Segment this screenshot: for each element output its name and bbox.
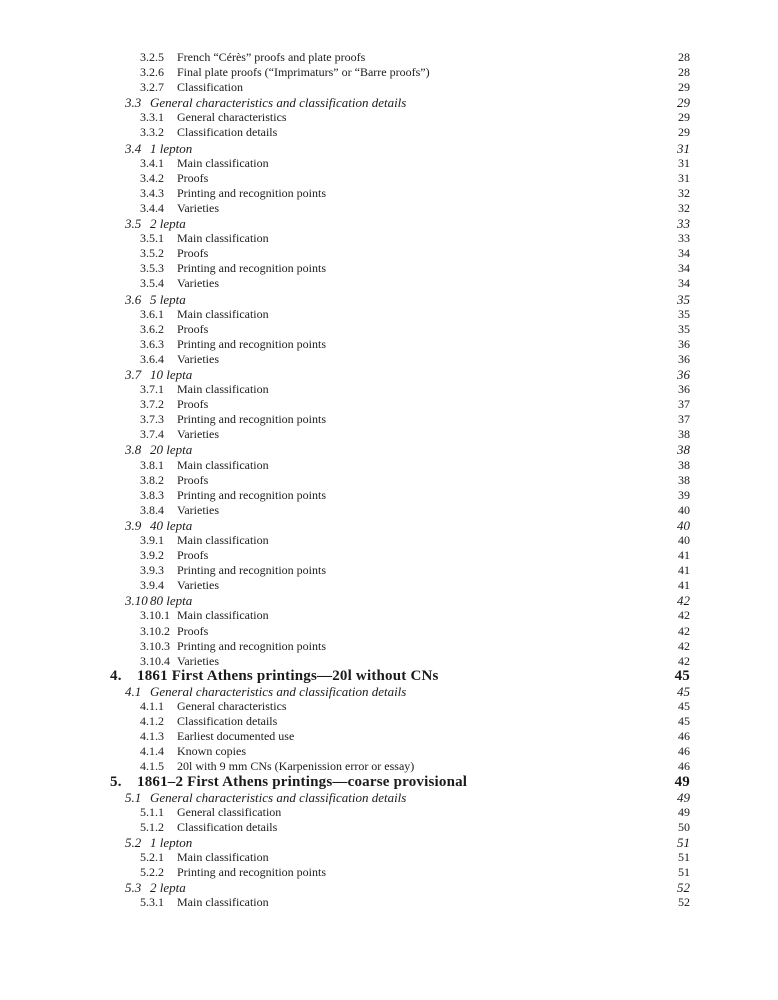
toc-entry: [110, 458, 690, 473]
toc-entry-page: 45: [674, 667, 690, 684]
toc-entry-page: 42: [678, 623, 690, 638]
toc-entry-number: 3.6.2: [140, 321, 164, 336]
toc-entry: [110, 427, 690, 442]
toc-entry-number: 5.2.2: [140, 865, 164, 880]
toc-entry-title: General characteristics and classification details: [150, 95, 407, 111]
toc-entry-page: 52: [678, 895, 690, 910]
toc-entry-number: 4.1.2: [140, 714, 164, 729]
toc-entry: [110, 563, 690, 578]
toc-entry-page: 37: [678, 412, 690, 427]
toc-entry-title: Proofs: [177, 321, 209, 336]
toc-entry-page: 36: [678, 336, 690, 351]
toc-entry: [110, 186, 690, 201]
toc-entry-title: Proofs: [177, 170, 209, 185]
toc-entry-page: 40: [677, 517, 690, 533]
toc-entry-page: 42: [678, 608, 690, 623]
toc-entry-number: 5.3: [125, 880, 142, 896]
toc-entry-title: General characteristics: [177, 699, 287, 714]
toc-entry-page: 33: [677, 216, 690, 232]
toc-entry: [110, 201, 690, 216]
toc-entry-title: Known copies: [177, 744, 246, 759]
toc-entry-title: 1 lepton: [150, 834, 193, 850]
toc-entry-title: Printing and recognition points: [177, 261, 326, 276]
toc-entry-page: 35: [678, 321, 690, 336]
toc-entry-page: 35: [677, 291, 690, 307]
toc-entry-title: Final plate proofs (“Imprimaturs” or “Barre proofs”): [177, 65, 430, 80]
toc-entry-title: Varieties: [177, 200, 219, 215]
toc-entry-page: 37: [678, 397, 690, 412]
toc-entry-title: Varieties: [177, 351, 219, 366]
toc-entry: [110, 261, 690, 276]
toc-entry: [110, 412, 690, 427]
toc-entry-page: 32: [678, 185, 690, 200]
toc-entry-number: 3.9.1: [140, 533, 164, 547]
toc-entry: [110, 850, 690, 865]
toc-entry-page: 29: [678, 125, 690, 140]
toc-entry: [110, 835, 690, 850]
toc-entry: [110, 276, 690, 291]
toc-entry: [110, 95, 690, 110]
toc-entry-number: 3.9.3: [140, 563, 164, 578]
toc-entry-title: Proofs: [177, 548, 209, 563]
toc-entry-number: 3.7.1: [140, 382, 164, 397]
toc-entry-page: 49: [674, 773, 690, 790]
toc-entry-number: 3.2.7: [140, 80, 164, 95]
toc-entry-title: Printing and recognition points: [177, 865, 326, 880]
toc-entry-page: 46: [678, 729, 690, 744]
toc-entry-number: 4.1.3: [140, 729, 164, 744]
toc-entry-title: Classification: [177, 80, 243, 95]
toc-entry-number: 3.7: [125, 366, 142, 382]
toc-entry: [110, 729, 690, 744]
toc-entry-number: 3.10.4: [140, 653, 170, 668]
toc-entry-number: 5.2: [125, 834, 142, 850]
toc-entry-number: 5.1.2: [140, 819, 164, 834]
toc-entry-page: 51: [678, 865, 690, 880]
toc-entry-title: General characteristics: [177, 110, 287, 125]
toc-entry-page: 32: [678, 200, 690, 215]
toc-entry-title: General characteristics and classification details: [150, 789, 407, 805]
toc-entry-number: 3.8: [125, 442, 142, 458]
toc-entry: [110, 518, 690, 533]
toc-entry: [110, 110, 690, 125]
toc-entry-number: 5.2.1: [140, 849, 164, 864]
toc-entry-title: French “Cérès” proofs and plate proofs: [177, 50, 366, 64]
toc-entry: [110, 714, 690, 729]
toc-entry-title: General classification: [177, 804, 282, 819]
toc-entry-number: 4.1.4: [140, 744, 164, 759]
toc-entry-page: 31: [678, 155, 690, 170]
toc-entry: [110, 624, 690, 639]
toc-entry-page: 29: [677, 95, 690, 111]
toc-entry-number: 5.1: [125, 789, 142, 805]
toc-entry-page: 33: [678, 231, 690, 246]
toc-entry-page: 36: [677, 366, 690, 382]
toc-entry-number: 3.6.1: [140, 306, 164, 321]
toc-entry-page: 40: [678, 533, 690, 547]
toc-entry-page: 45: [678, 699, 690, 714]
toc-entry-number: 3.9: [125, 517, 142, 533]
toc-entry-page: 36: [678, 351, 690, 366]
toc-entry: [110, 744, 690, 759]
toc-entry-number: 3.3: [125, 95, 142, 111]
toc-entry-title: Printing and recognition points: [177, 336, 326, 351]
toc-entry-title: Main classification: [177, 155, 269, 170]
toc-entry: [110, 775, 690, 790]
toc-entry-number: 3.8.1: [140, 457, 164, 472]
toc-entry: [110, 503, 690, 518]
toc-entry-page: 41: [678, 578, 690, 593]
toc-entry-number: 3.4.1: [140, 155, 164, 170]
toc-entry-number: 3.9.4: [140, 578, 164, 593]
toc-entry-page: 29: [678, 80, 690, 95]
toc-entry-number: 4.1: [125, 683, 142, 699]
toc-entry-number: 5.1.1: [140, 804, 164, 819]
toc-entry-number: 3.7.2: [140, 397, 164, 412]
toc-entry-number: 5.3.1: [140, 895, 164, 910]
toc-entry: [110, 337, 690, 352]
toc-entry: [110, 608, 690, 623]
toc-entry-number: 3.9.2: [140, 548, 164, 563]
toc-entry: [110, 699, 690, 714]
toc-entry-number: 3.5.1: [140, 231, 164, 246]
toc-entry-number: 3.10.3: [140, 638, 170, 653]
toc-entry-page: 45: [677, 683, 690, 699]
toc-entry-number: 3.6.4: [140, 351, 164, 366]
toc-entry-title: 20 lepta: [150, 442, 193, 458]
toc-entry-number: 3.10: [125, 593, 148, 609]
toc-entry-title: Classification details: [177, 125, 278, 140]
toc-entry-page: 41: [678, 563, 690, 578]
toc-entry-title: Varieties: [177, 502, 219, 517]
toc-entry-page: 36: [678, 382, 690, 397]
toc-entry: [110, 639, 690, 654]
toc-entry-title: Printing and recognition points: [177, 563, 326, 578]
toc-entry-number: 3.10.1: [140, 608, 170, 623]
toc-entry: [110, 488, 690, 503]
toc-entry-number: 3.10.2: [140, 623, 170, 638]
toc-entry: [110, 322, 690, 337]
toc-entry-title: 10 lepta: [150, 366, 193, 382]
toc-entry: [110, 141, 690, 156]
toc-entry-page: 46: [678, 744, 690, 759]
toc-entry-number: 3.6.3: [140, 336, 164, 351]
toc-entry-title: Classification details: [177, 819, 278, 834]
toc-entry-page: 45: [678, 714, 690, 729]
toc-entry-page: 52: [677, 880, 690, 896]
toc-entry-number: 5.: [110, 773, 122, 790]
toc-entry-page: 51: [678, 849, 690, 864]
toc-entry-number: 3.7.4: [140, 427, 164, 442]
toc-entry-page: 40: [678, 502, 690, 517]
toc-entry-title: 1861–2 First Athens printings—coarse provisional: [137, 773, 468, 790]
toc-entry: [110, 382, 690, 397]
toc-entry-page: 34: [678, 246, 690, 261]
toc-entry-page: 50: [678, 819, 690, 834]
toc-entry-page: 49: [678, 804, 690, 819]
toc-entry-title: Proofs: [177, 246, 209, 261]
toc-entry-title: Main classification: [177, 306, 269, 321]
toc-entry-number: 3.6: [125, 291, 142, 307]
toc-entry: [110, 246, 690, 261]
toc-entry: [110, 790, 690, 805]
toc-entry-page: 42: [677, 593, 690, 609]
toc-entry-page: 31: [678, 170, 690, 185]
toc-entry: [110, 684, 690, 699]
toc-entry-number: 3.5.2: [140, 246, 164, 261]
toc-entry: [110, 231, 690, 246]
toc-entry-title: 2 lepta: [150, 880, 186, 896]
toc-entry-number: 3.8.2: [140, 472, 164, 487]
toc-entry-page: 49: [677, 789, 690, 805]
toc-entry: [110, 171, 690, 186]
toc-entry: [110, 593, 690, 608]
toc-entry-number: 4.1.5: [140, 759, 164, 774]
toc-entry: [110, 548, 690, 563]
toc-entry-title: Main classification: [177, 457, 269, 472]
toc-entry-title: 40 lepta: [150, 517, 193, 533]
toc-entry-title: Main classification: [177, 231, 269, 246]
toc-entry-page: 51: [677, 834, 690, 850]
toc-entry: [110, 216, 690, 231]
toc-entry: [110, 880, 690, 895]
toc-entry: [110, 865, 690, 880]
toc-entry-number: 3.3.2: [140, 125, 164, 140]
toc-entry-page: 35: [678, 306, 690, 321]
toc-entry-title: Main classification: [177, 533, 269, 547]
toc-entry-page: 46: [678, 759, 690, 774]
toc-entry-title: Proofs: [177, 623, 209, 638]
toc-entry-title: 20l with 9 mm CNs (Karpenission error or essay): [177, 759, 415, 774]
toc-entry: [110, 442, 690, 457]
toc-entry: [110, 895, 690, 910]
toc-entry-number: 3.4.4: [140, 200, 164, 215]
toc-entry-number: 3.4.3: [140, 185, 164, 200]
toc-entry-page: 31: [677, 140, 690, 156]
toc-entry: [110, 156, 690, 171]
toc-entry: [110, 80, 690, 95]
toc-entry-number: 3.7.3: [140, 412, 164, 427]
toc-entry-page: 42: [678, 638, 690, 653]
toc-entry-title: Proofs: [177, 397, 209, 412]
toc-entry-page: 28: [678, 65, 690, 80]
toc-entry-number: 3.2.6: [140, 65, 164, 80]
toc-entry-title: 5 lepta: [150, 291, 186, 307]
toc-entry-title: 80 lepta: [150, 593, 193, 609]
toc-entry-title: Printing and recognition points: [177, 638, 326, 653]
toc-entry-number: 4.: [110, 667, 122, 684]
toc-entry-title: Main classification: [177, 849, 269, 864]
toc-entry: [110, 367, 690, 382]
toc-entry-number: 3.4: [125, 140, 142, 156]
toc-entry: [110, 759, 690, 774]
toc-entry-title: Varieties: [177, 578, 219, 593]
toc-entry-page: 38: [678, 472, 690, 487]
toc-entry-number: 3.3.1: [140, 110, 164, 125]
toc-entry-number: 3.8.4: [140, 502, 164, 517]
toc-entry-title: Earliest documented use: [177, 729, 295, 744]
toc-entry-title: Printing and recognition points: [177, 487, 326, 502]
toc-entry-page: 39: [678, 487, 690, 502]
toc-entry: [110, 654, 690, 669]
toc-list: [110, 50, 690, 910]
toc-entry-page: 34: [678, 261, 690, 276]
toc-entry: [110, 125, 690, 140]
toc-entry: [110, 50, 690, 65]
toc-entry-page: 38: [677, 442, 690, 458]
toc-entry: [110, 65, 690, 80]
toc-entry-title: Proofs: [177, 472, 209, 487]
toc-entry-title: 1 lepton: [150, 140, 193, 156]
toc-entry-title: Varieties: [177, 276, 219, 291]
toc-entry-title: Main classification: [177, 608, 269, 623]
toc-entry-page: 28: [678, 50, 690, 64]
toc-entry-title: Printing and recognition points: [177, 185, 326, 200]
toc-entry-page: 29: [678, 110, 690, 125]
toc-entry: [110, 397, 690, 412]
toc-entry: [110, 578, 690, 593]
toc-entry: [110, 292, 690, 307]
toc-entry-number: 4.1.1: [140, 699, 164, 714]
toc-entry-number: 3.5.3: [140, 261, 164, 276]
toc-entry: [110, 820, 690, 835]
toc-entry-page: 38: [678, 427, 690, 442]
toc-entry: [110, 533, 690, 548]
toc-entry: [110, 805, 690, 820]
toc-entry-page: 41: [678, 548, 690, 563]
toc-entry-title: Varieties: [177, 653, 219, 668]
toc-entry-page: 34: [678, 276, 690, 291]
toc-entry-page: 38: [678, 457, 690, 472]
toc-entry-number: 3.2.5: [140, 50, 164, 64]
toc-entry-title: Main classification: [177, 895, 269, 910]
toc-entry-title: Main classification: [177, 382, 269, 397]
toc-entry-number: 3.5: [125, 216, 142, 232]
toc-entry-title: 1861 First Athens printings—20l without CNs: [137, 667, 439, 684]
toc-entry-title: Classification details: [177, 714, 278, 729]
toc-entry-title: Printing and recognition points: [177, 412, 326, 427]
toc-entry: [110, 669, 690, 684]
toc-entry: [110, 352, 690, 367]
toc-entry: [110, 307, 690, 322]
toc-entry: [110, 473, 690, 488]
toc-entry-title: 2 lepta: [150, 216, 186, 232]
toc-entry-page: 42: [678, 653, 690, 668]
toc-entry-number: 3.4.2: [140, 170, 164, 185]
toc-entry-number: 3.8.3: [140, 487, 164, 502]
toc-entry-title: Varieties: [177, 427, 219, 442]
toc-entry-title: General characteristics and classification details: [150, 683, 407, 699]
toc-entry-number: 3.5.4: [140, 276, 164, 291]
